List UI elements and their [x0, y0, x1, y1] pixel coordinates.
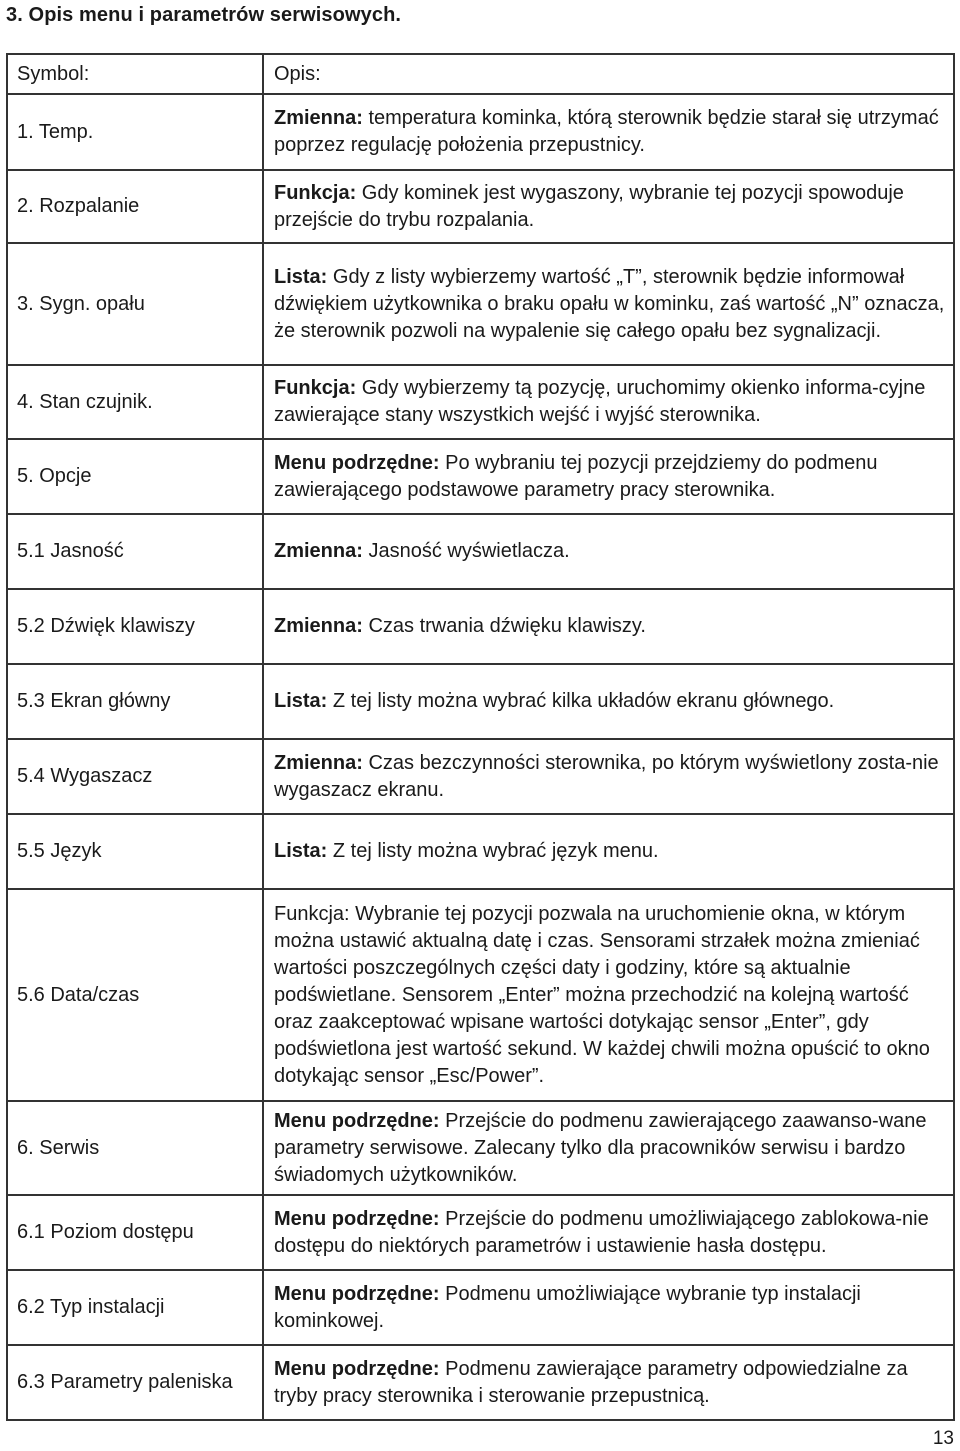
table-row — [7, 814, 954, 889]
row-symbol: 5.6 Data/czas — [7, 889, 263, 1101]
row-keyword: Lista: — [274, 840, 328, 862]
row-symbol: 2. Rozpalanie — [7, 170, 263, 243]
row-symbol: 5. Opcje — [7, 439, 263, 514]
row-keyword: Zmienna: — [274, 107, 363, 129]
row-description — [263, 889, 954, 1101]
row-description — [263, 439, 954, 514]
row-text: Gdy kominek jest wygaszony, wybranie tej pozycji spowoduje przejście do trybu rozpalania. — [274, 181, 904, 231]
row-keyword: Zmienna: — [274, 615, 363, 637]
table-row — [7, 664, 954, 739]
row-symbol: 5.2 Dźwięk klawiszy — [7, 589, 263, 664]
row-symbol: 5.5 Język — [7, 814, 263, 889]
row-symbol: 6.3 Parametry paleniska — [7, 1345, 263, 1420]
parameters-table — [6, 53, 955, 1421]
row-description — [263, 365, 954, 439]
table-row — [7, 94, 954, 170]
row-symbol: 6.1 Poziom dostępu — [7, 1195, 263, 1270]
row-description — [263, 1270, 954, 1345]
row-keyword: Funkcja: — [274, 181, 357, 204]
table-row — [7, 1345, 954, 1420]
row-keyword: Menu podrzędne: — [274, 1357, 440, 1380]
table-row — [7, 1270, 954, 1345]
row-description — [263, 664, 954, 739]
row-text: Podmenu umożliwiające wybranie typ instalacji kominkowej. — [274, 1282, 861, 1332]
table-row — [7, 889, 954, 1101]
row-text: Przejście do podmenu zawierającego zaawanso-wane parametry serwisowe. Zalecany tylko dla pracowników serwisu i bardzo świadomych użytkowników. — [274, 1109, 927, 1186]
table-row — [7, 439, 954, 514]
row-symbol: 5.1 Jasność — [7, 514, 263, 589]
row-keyword: Menu podrzędne: — [274, 1207, 440, 1230]
row-keyword: Menu podrzędne: — [274, 1282, 440, 1305]
row-text: Gdy wybierzemy tą pozycję, uruchomimy okienko informa-cyjne zawierające stany wszystkich wejść i wyjść sterownika. — [274, 377, 926, 426]
table-row — [7, 170, 954, 243]
row-text: Czas bezczynności sterownika, po którym wyświetlony zosta-nie wygaszacz ekranu. — [274, 751, 939, 801]
row-description — [263, 589, 954, 664]
table-row — [7, 1101, 954, 1195]
row-keyword: Zmienna: — [274, 751, 363, 774]
row-text: temperatura kominka, którą sterownik będzie starał się utrzymać poprzez regulację położenia przepustnicy. — [274, 107, 939, 156]
table-row — [7, 243, 954, 365]
row-symbol: 5.3 Ekran główny — [7, 664, 263, 739]
row-symbol: 6. Serwis — [7, 1101, 263, 1195]
header-symbol: Symbol: — [7, 54, 263, 94]
row-description — [263, 94, 954, 170]
row-text: Z tej listy można wybrać kilka układów ekranu głównego. — [327, 690, 835, 712]
row-description — [263, 514, 954, 589]
page-number: 13 — [932, 1428, 954, 1449]
row-keyword: Funkcja: — [274, 377, 357, 399]
table-row — [7, 739, 954, 814]
row-text: Funkcja: Wybranie tej pozycji pozwala na uruchomienie okna, w którym można ustawić aktualną datę i czas. Sensorami strzałek można zmieniać wartości poszczególnych części daty i godziny, które są aktualnie podświetlane. Sensorem „Enter” można przechodzić na kolejną wartość oraz zaakceptować wpisane wartości dotykając sensor „Enter”, gdy podświetlona jest wartość sekund. W każdej chwili można opuścić to okno dotykając sensor „Esc/Power”. — [274, 902, 930, 1087]
row-text: Po wybraniu tej pozycji przejdziemy do podmenu zawierającego podstawowe parametry pracy sterownika. — [274, 451, 878, 501]
table-row — [7, 1195, 954, 1270]
row-description — [263, 814, 954, 889]
section-heading: 3. Opis menu i parametrów serwisowych. — [6, 4, 402, 26]
header-description: Opis: — [263, 54, 954, 94]
row-description — [263, 170, 954, 243]
row-symbol: 6.2 Typ instalacji — [7, 1270, 263, 1345]
row-symbol: 3. Sygn. opału — [7, 243, 263, 365]
table-row — [7, 514, 954, 589]
row-text: Przejście do podmenu umożliwiającego zablokowa-nie dostępu do niektórych parametrów i ustawienie hasła dostępu. — [274, 1207, 929, 1257]
row-keyword: Lista: — [274, 265, 328, 288]
row-description — [263, 1101, 954, 1195]
table-row — [7, 589, 954, 664]
row-text: Z tej listy można wybrać język menu. — [327, 840, 659, 862]
table-header-row — [7, 54, 954, 94]
row-keyword: Menu podrzędne: — [274, 1109, 440, 1132]
row-description — [263, 739, 954, 814]
row-text: Gdy z listy wybierzemy wartość „T”, sterownik będzie informował dźwiękiem użytkownika o braku opału w kominku, zaś wartość „N” oznacza, że sterownik pozwoli na wypalenie się całego opału bez sygnalizacji. — [274, 265, 945, 342]
row-description — [263, 243, 954, 365]
row-text: Czas trwania dźwięku klawiszy. — [362, 615, 646, 637]
row-description — [263, 1195, 954, 1270]
table-row — [7, 365, 954, 439]
row-symbol: 1. Temp. — [7, 94, 263, 170]
row-keyword: Lista: — [274, 690, 328, 712]
row-keyword: Menu podrzędne: — [274, 451, 440, 474]
row-text: Jasność wyświetlacza. — [362, 540, 570, 562]
row-keyword: Zmienna: — [274, 540, 363, 562]
row-text: Podmenu zawierające parametry odpowiedzialne za tryby pracy sterownika i sterowanie przepustnicą. — [274, 1357, 908, 1407]
row-symbol: 4. Stan czujnik. — [7, 365, 263, 439]
row-symbol: 5.4 Wygaszacz — [7, 739, 263, 814]
row-description — [263, 1345, 954, 1420]
